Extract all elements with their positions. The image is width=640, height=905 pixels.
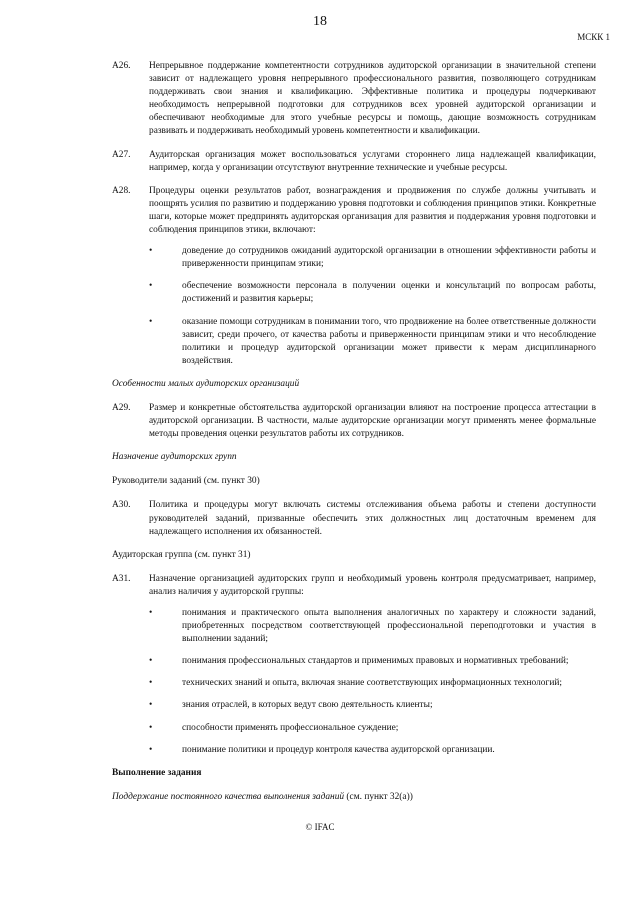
list-item-text: доведение до сотрудников ожиданий аудиторской организации в отношении эффективности работы и приверженности принципам этики; [182,246,596,270]
paragraph-text: Непрерывное поддержание компетентности сотрудников аудиторской организации в значительной степени зависит от надлежащего уровня непрерывного профессионального развития, позволяющего сотрудникам поддерживать свои знания и квалификацию. Эффективные политика и процедуры подчеркивают необходимость непрерывной подготовки для сотрудников всех уровней аудиторской организации и обеспечивают необходимые для этого учебные ресурсы и помощь, дающие возможность сотрудникам развивать и поддерживать необходимый уровень компетентности и квалификации. [149,61,596,137]
paragraph-a29 [112,402,596,441]
paragraph-number: A29. [112,402,131,413]
list-item [149,677,596,690]
list-item-text: обеспечение возможности персонала в получении оценки и консультаций по вопросам работы, достижений и развития карьеры; [182,281,596,305]
bullet-icon: • [149,700,153,711]
bullet-icon: • [149,678,153,689]
list-item [149,607,596,646]
bullet-icon: • [149,281,153,292]
list-item [149,744,596,757]
section-heading-team-assignment: Назначение аудиторских групп [112,452,237,463]
page-number: 18 [313,14,327,29]
list-item-text: знания отраслей, в которых ведут свою деятельность клиенты; [182,700,433,711]
bullet-icon: • [149,744,153,755]
bullet-icon: • [149,246,153,257]
footer-copyright: © IFAC [305,822,335,832]
list-item [149,722,596,735]
list-item [149,699,596,712]
document-code: МСКК 1 [577,32,610,42]
paragraph-text: Аудиторская организация может воспользоваться услугами стороннего лица надлежащей квалификации, например, когда у организации отсутствуют внутренние технические и учебные ресурсы. [149,149,596,173]
bullet-icon: • [149,722,153,733]
paragraph-number: A26. [112,61,131,71]
paragraph-text: Процедуры оценки результатов работ, вознаграждения и продвижения по службе должны учитывать и поощрять усилия по развитию и поддержанию уровня подготовки и соблюдения принципов этики. Конкретные шаги, которые может предпринять аудиторская организация для развития и поддержания уровня подготовки и соблюдения принципов этики, включают: [149,185,596,236]
bullet-icon: • [149,316,153,327]
list-item-text: понимания профессиональных стандартов и применимых правовых и нормативных требований; [182,656,569,667]
bullet-list [149,245,596,368]
paragraph-a26 [112,60,596,139]
paragraph-a30 [112,499,596,538]
section-heading-small-firms: Особенности малых аудиторских организаций [112,378,300,389]
bullet-icon: • [149,608,153,618]
paragraph-a27 [112,149,596,175]
subheading-audit-team: Аудиторская группа (см. пункт 31) [112,549,251,560]
paragraph-number: A27. [112,149,131,160]
bullet-icon: • [149,656,153,667]
list-item-text: понимание политики и процедур контроля качества аудиторской организации. [182,744,495,755]
paragraph-number: A28. [112,185,131,196]
paragraph-number: A31. [112,573,131,584]
paragraph-a28 [112,185,596,368]
subheading-consistency-title: Поддержание постоянного качества выполнения заданий [112,791,345,802]
list-item [149,245,596,271]
bullet-list [149,607,596,757]
list-item-text: понимания и практического опыта выполнения аналогичных по характеру и сложности заданий, приобретенных посредством соответствующей профессиональной переподготовки и участия в выполнении заданий; [182,608,596,645]
subheading-consistency [112,791,596,804]
paragraph-text: Политика и процедуры могут включать системы отслеживания объема работы и степени доступности руководителей заданий, призванные обеспечить этих должностных лиц достаточным временем для надлежащего исполнения их обязанностей. [149,500,596,537]
list-item-text: технических знаний и опыта, включая знание соответствующих информационных технологий; [182,678,562,689]
subheading-engagement-leaders: Руководители заданий (см. пункт 30) [112,476,260,487]
list-item-text: оказание помощи сотрудникам в понимании того, что продвижение на более ответственные должности зависит, среди прочего, от качества работы и приверженности принципам этики и что несоблюдение политики и процедур аудиторской организации может привести к мерам дисциплинарного воздействия. [182,316,596,366]
list-item-text: способности применять профессиональное суждение; [182,722,399,733]
list-item [149,655,596,668]
section-heading-engagement-performance: Выполнение задания [112,767,202,778]
list-item [149,316,596,368]
paragraph-a31 [112,573,596,757]
paragraph-text: Назначение организацией аудиторских групп и необходимый уровень контроля предусматривает, например, анализ наличия у аудиторской группы: [149,573,596,597]
paragraph-number: A30. [112,500,131,511]
document-body [112,60,596,815]
subheading-consistency-ref: (см. пункт 32(а)) [344,791,413,802]
list-item [149,280,596,306]
paragraph-text: Размер и конкретные обстоятельства аудиторской организации влияют на построение процесса аттестации в аудиторской организации. В частности, малые аудиторские организации могут применять менее формальные методы проведения оценки результатов работы их сотрудников. [149,402,596,440]
